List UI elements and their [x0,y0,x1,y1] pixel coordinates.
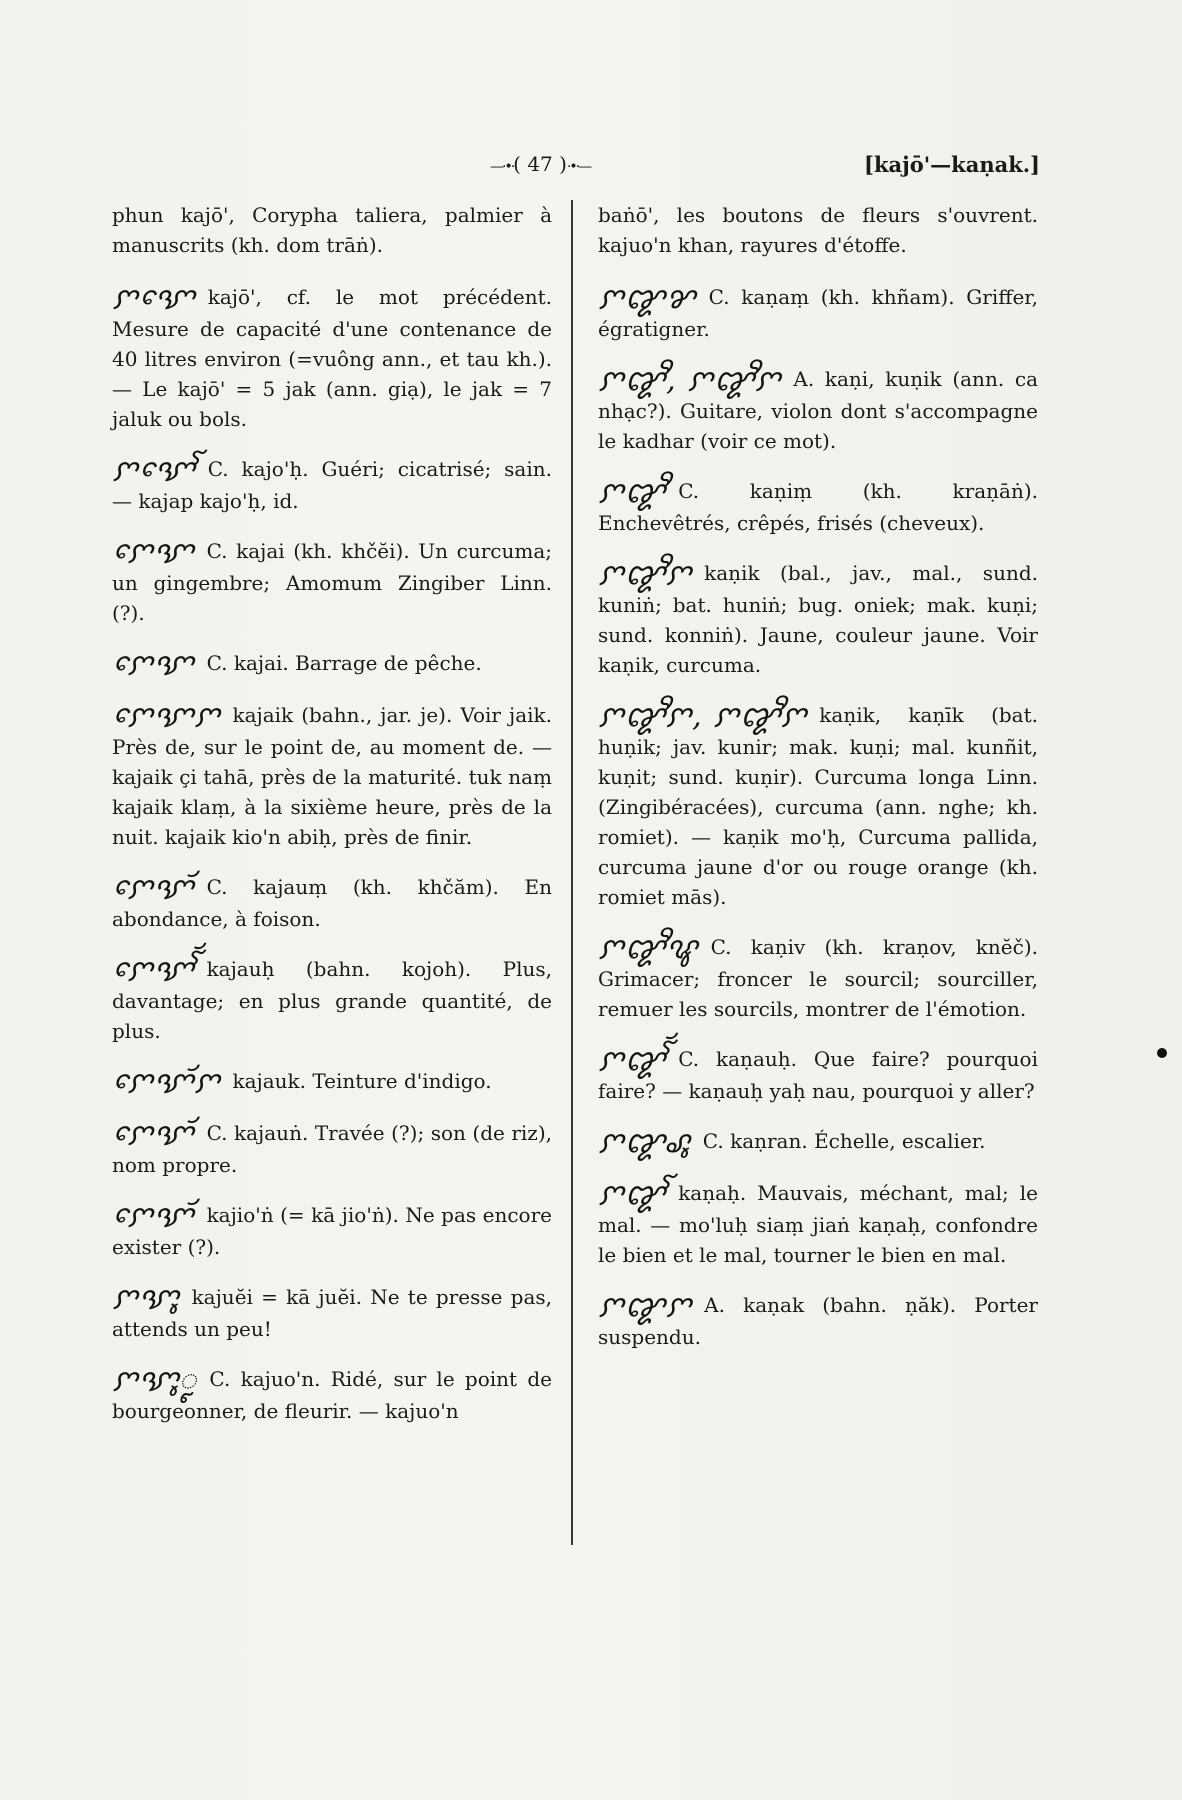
cham-script-headword: ꨆꨎꨶ [112,1281,180,1316]
entry-text: C. kajai. Barrage de pêche. [206,651,482,675]
dictionary-entry [598,200,1038,260]
entry-text: C. kajo'ḥ. Guéri; cicatrisé; sain. — kajap kajo'ḥ, id. [112,457,552,513]
cham-script-headword: ꨆꨯꨎꨮ [112,871,195,906]
entry-text: kaṇik (bal., jav., mal., sund. kuniṅ; bat. huniṅ; bug. oniek; mak. kuṇi; sund. konniṅ). Jaune, couleur jaune. Voir kaṇik, curcuma. [598,561,1038,677]
entry-text: A. kaṇak (bahn. ṇăk). Porter suspendu. [598,1293,1038,1349]
page-number: —·•·( 47 )·•·— [490,152,591,176]
cham-script-headword: ꨆꨯꨎꨆ [112,699,221,734]
entry-text: C. kajuo'n. Ridé, sur le point de bourgeonner, de fleurir. — kajuo'n [112,1367,552,1423]
running-head [480,148,1040,188]
headword-range: [kajō'—kaṇak.] [864,152,1040,177]
margin-dot [1157,1048,1167,1058]
dictionary-entry [112,1282,552,1344]
entry-text: kajuĕi = kā juĕi. Ne te presse pas, attends un peu! [112,1285,552,1341]
dictionary-entry [598,700,1038,912]
dictionary-entry [598,282,1038,344]
cham-script-headword: ꨆꨎꨯ [112,281,196,316]
cham-script-headword: ꨆꨑꨪꨆ [598,557,693,592]
cham-script-headword: ꨆꨯꨎꨮ [112,1199,195,1234]
column-divider [571,200,573,1545]
entry-text: C. kaṇauḥ. Que faire? pourquoi faire? — kaṇauḥ yaḥ nau, pourquoi y aller? [598,1047,1038,1103]
dictionary-entry [112,282,552,434]
dictionary-entry [112,1066,552,1098]
dictionary-entry [112,536,552,628]
cham-script-headword: ꨆꨑꨣꨶ [598,1125,691,1160]
entry-text: kajaik (bahn., jar. je). Voir jaik. Près de, sur le point de, au moment de. — kajaik çi tahā, près de la maturité. tuk naṃ kajaik klaṃ, à la sixième heure, près de la nuit. kajaik kio'n abiḥ, près de finir. [112,703,552,849]
right-column [598,200,1038,1372]
cham-script-headword: ꨆꨑꨪꨆ, ꨆꨑꨪꨆ [598,699,808,734]
entry-text: kajauk. Teinture d'indigo. [232,1069,492,1093]
entry-text: C. kaṇiv (kh. kraṇov, knĕč). Grimacer; froncer le sourcil; sourciller, remuer les sourcils, montrer de l'émotion. [598,935,1038,1021]
cham-script-headword: ꨆꨑꨱ [598,1177,667,1212]
dictionary-entry [598,476,1038,538]
cham-script-headword: ꨆꨯꨎ [112,647,195,682]
left-column [112,200,552,1446]
cham-script-headword: ꨆꨑꨪꨥ [598,931,699,966]
entry-text: kajō', cf. le mot précédent. Mesure de capacité d'une contenance de 40 litres environ (=vuông ann., et tau kh.). — Le kajō' = 5 jak (ann. giạ), le jak = 7 jaluk ou bols. [112,285,552,431]
dictionary-entry [598,1178,1038,1270]
entry-text: kaṇik, kaṇīk (bat. huṇik; jav. kunir; mak. kuṇi; mal. kunñit, kuṇit; sund. kuṇir). Curcuma longa Linn. (Zingibéracées), curcuma (ann. nghe; kh. romiet). — kaṇik mo'ḥ, Curcuma pallida, curcuma jaune d'or ou rouge orange (kh. romiet mās). [598,703,1038,909]
dictionary-entry [112,700,552,852]
entry-text: C. kajauṅ. Travée (?); son (de riz), nom propre. [112,1121,552,1177]
entry-text: kaṇaḥ. Mauvais, méchant, mal; le mal. — mo'luḥ siaṃ jiaṅ kaṇaḥ, confondre le bien et le mal, tourner le bien en mal. [598,1181,1038,1267]
entry-text: C. kaṇiṃ (kh. kraṇāṅ). Enchevêtrés, crêpés, frisés (cheveux). [598,479,1038,535]
cham-script-headword: ꨆꨎꨯꨱ [112,453,196,488]
dictionary-entry [598,1290,1038,1352]
dictionary-entry [112,1118,552,1180]
dictionary-entry [598,1044,1038,1106]
cham-script-headword: ꨆꨎꨶꨵ [112,1363,198,1398]
dictionary-entry [598,932,1038,1024]
entry-text: C. kaṇran. Échelle, escalier. [702,1129,986,1153]
entry-text: A. kaṇi, kuṇik (ann. ca nhạc?). Guitare, violon dont s'accompagne le kadhar (voir ce mot). [598,367,1038,453]
cham-script-headword: ꨆꨑꨪ [598,475,667,510]
cham-script-headword: ꨆꨯꨎꨮꨱ [112,953,195,988]
dictionary-entry [112,872,552,934]
entry-text: C. kajauṃ (kh. khčăm). En abondance, à foison. [112,875,552,931]
cham-script-headword: ꨆꨯꨎꨮ [112,1117,195,1152]
dictionary-entry [598,1126,1038,1158]
dictionary-entry [112,1364,552,1426]
cham-script-headword: ꨆꨯꨎ [112,535,195,570]
dictionary-entry [112,648,552,680]
cham-script-headword: ꨆꨑꨆ [598,1289,693,1324]
cham-script-headword: ꨆꨑꨮꨱ [598,1043,667,1078]
dictionary-entry [112,200,552,260]
entry-text: kajauḥ (bahn. kojoh). Plus, davantage; en plus grande quantité, de plus. [112,957,552,1043]
dictionary-entry [112,454,552,516]
cham-script-headword: ꨆꨑꨌ [598,281,697,316]
cham-script-headword: ꨆꨯꨎꨮꨆ [112,1065,221,1100]
dictionary-entry [112,954,552,1046]
entry-text: kajio'ṅ (= kā jio'ṅ). Ne pas encore exister (?). [112,1203,552,1259]
entry-text: C. kaṇaṃ (kh. khñam). Griffer, égratigner. [598,285,1038,341]
dictionary-entry [112,1200,552,1262]
entry-text: baṅō', les boutons de fleurs s'ouvrent. kajuo'n khan, rayures d'étoffe. [598,203,1038,257]
entry-text: C. kajai (kh. khčĕi). Un curcuma; un gingembre; Amomum Zingiber Linn. (?). [112,539,552,625]
entry-text: phun kajō', Corypha taliera, palmier à manuscrits (kh. dom trāṅ). [112,203,552,257]
cham-script-headword: ꨆꨑꨪ, ꨆꨑꨪꨆ [598,363,782,398]
dictionary-entry [598,558,1038,680]
dictionary-entry [598,364,1038,456]
